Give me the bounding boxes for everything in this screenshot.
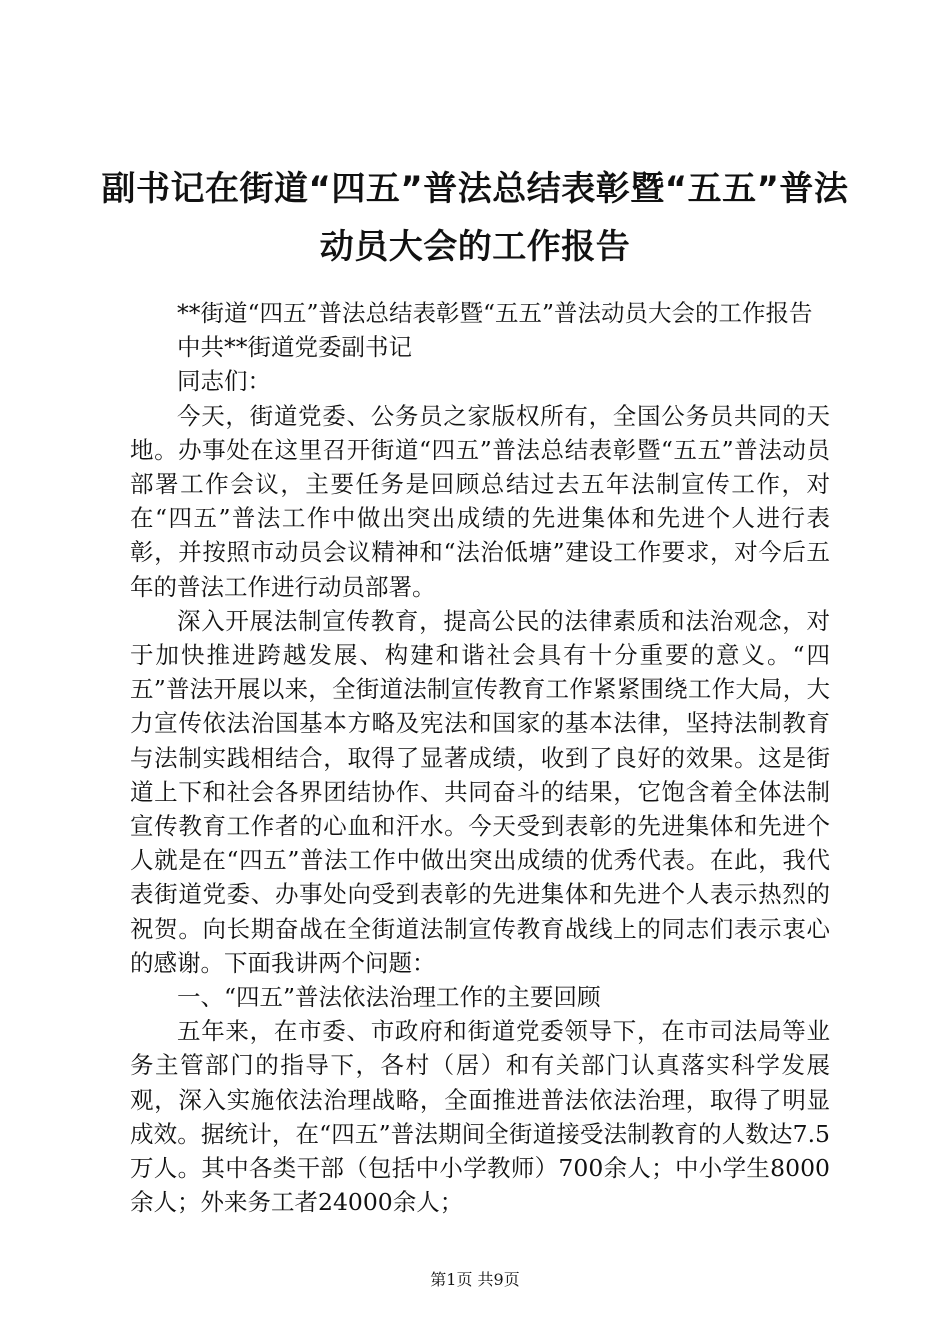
speaker-line: 中共**街道党委副书记 — [177, 333, 412, 362]
paragraph-review: 五年来，在市委、市政府和街道党委领导下，在市司法局等业务主管部门的指导下，各村（居）和有关部门认真落实科学发展观，深入实施依法治理战略，全面推进普法依法治理，取得了明显成效。据统计，在“四五”普法期间全街道接受法制教育的人数达7.5万人。其中各类干部（包括中小学教师）700余人；中小学生8000余人；外来务工者24000余人； — [130, 1017, 830, 1217]
salutation: 同志们： — [177, 367, 271, 396]
paragraph-significance: 深入开展法制宣传教育，提高公民的法律素质和法治观念，对于加快推进跨越发展、构建和谐社会具有十分重要的意义。“四五”普法开展以来，全街道法制宣传教育工作紧紧围绕工作大局，大力宣传依法治国基本方略及宪法和国家的基本法律，坚持法制教育与法制实践相结合，取得了显著成绩，收到了良好的效果。这是街道上下和社会各界团结协作、共同奋斗的结果，它饱含着全体法制宣传教育工作者的心血和汗水。今天受到表彰的先进集体和先进个人就是在“四五”普法工作中做出突出成绩的优秀代表。在此，我代表街道党委、办事处向受到表彰的先进集体和先进个人表示热烈的祝贺。向长期奋战在全街道法制宣传教育战线上的同志们表示衷心的感谢。下面我讲两个问题： — [130, 606, 830, 977]
document-body — [130, 296, 830, 1219]
paragraph-intro: 今天，街道党委、公务员之家版权所有，全国公务员共同的天地。办事处在这里召开街道“四五”普法总结表彰暨“五五”普法动员部署工作会议，主要任务是回顾总结过去五年法制宣传工作，对在“四五”普法工作中做出突出成绩的先进集体和先进个人进行表彰，并按照市动员会议精神和“法治低塘”建设工作要求，对今后五年的普法工作进行动员部署。 — [130, 401, 830, 601]
page-number-footer: 第1页 共9页 — [430, 1270, 520, 1289]
section-heading-1: 一、“四五”普法依法治理工作的主要回顾 — [177, 983, 601, 1012]
report-heading-line: **街道“四五”普法总结表彰暨“五五”普法动员大会的工作报告 — [177, 299, 813, 327]
document-title: 副书记在街道“四五”普法总结表彰暨“五五”普法动员大会的工作报告 — [101, 169, 849, 267]
